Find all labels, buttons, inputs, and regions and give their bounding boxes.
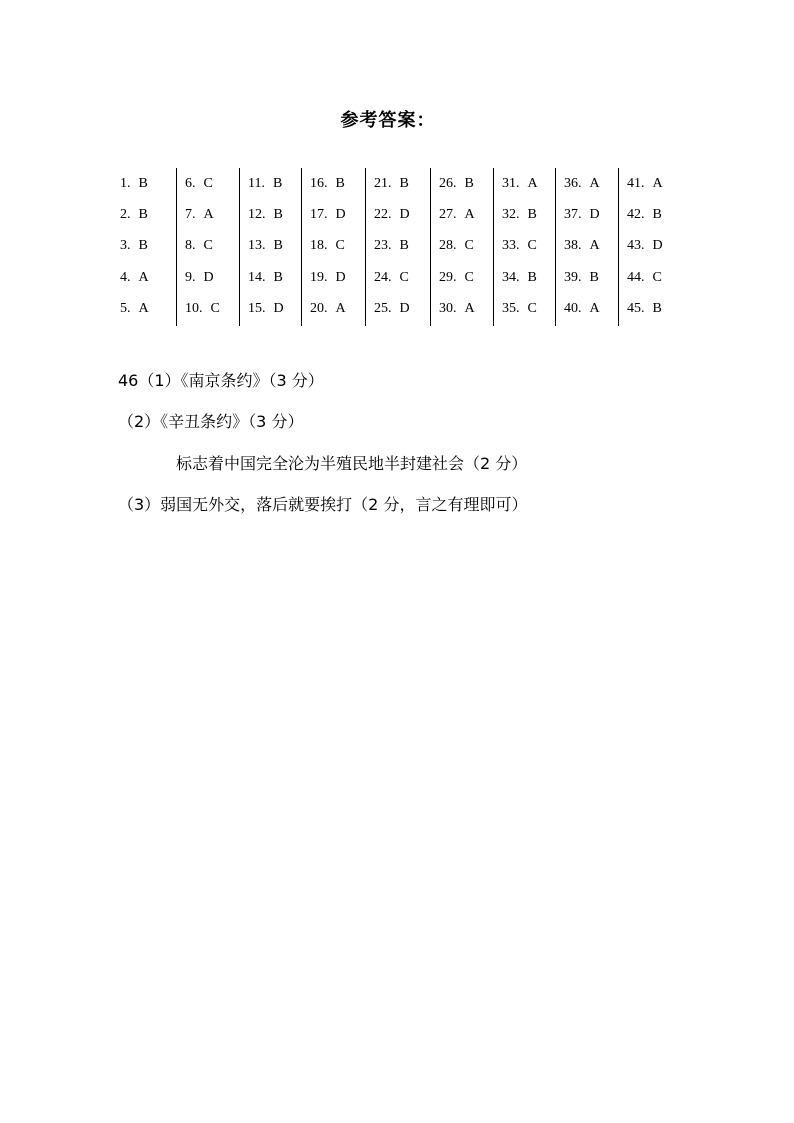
answer-letter: B <box>464 176 474 191</box>
question-number: 17. <box>310 207 328 223</box>
answer-letter: B <box>652 207 662 223</box>
answer-cell <box>564 199 618 230</box>
question-number: 36. <box>564 176 582 191</box>
answer-letter: A <box>652 176 663 191</box>
question-number: 43. <box>627 238 645 254</box>
question-number: 12. <box>248 207 266 223</box>
question-number: 21. <box>374 176 392 191</box>
question-number: 11. <box>248 176 265 191</box>
answer-cell <box>502 230 555 261</box>
question-number: 13. <box>248 238 266 254</box>
answer-letter: A <box>527 176 538 191</box>
answer-letter: A <box>589 176 600 191</box>
question-number: 8. <box>185 238 196 254</box>
q46-part2: （2）《辛丑条约》（3 分） <box>118 412 304 431</box>
answer-letter: A <box>335 300 346 316</box>
question-number: 10. <box>185 300 203 316</box>
answer-cell <box>120 168 176 199</box>
answer-cell <box>439 230 493 261</box>
answer-cell <box>374 293 430 324</box>
answer-letter: C <box>652 269 662 285</box>
question-number: 15. <box>248 300 266 316</box>
question-number: 45. <box>627 300 645 316</box>
answer-letter: B <box>272 176 283 191</box>
question-number: 18. <box>310 238 328 254</box>
question-number: 30. <box>439 300 457 316</box>
answer-cell <box>310 168 365 199</box>
answer-letter: C <box>399 269 409 285</box>
answer-cell <box>627 293 682 324</box>
answer-letter: C <box>203 176 213 191</box>
answer-letter: B <box>273 269 283 285</box>
answer-column <box>365 168 430 326</box>
answer-column <box>112 168 176 326</box>
answer-letter: B <box>527 207 537 223</box>
answer-cell <box>374 230 430 261</box>
answer-cell <box>310 293 365 324</box>
answer-cell <box>439 293 493 324</box>
answer-cell <box>374 262 430 293</box>
question-number: 16. <box>310 176 328 191</box>
answer-cell <box>374 168 430 199</box>
answer-cell <box>310 262 365 293</box>
question-number: 19. <box>310 269 328 285</box>
question-number: 28. <box>439 238 457 254</box>
answer-letter: B <box>138 238 148 254</box>
question-number: 3. <box>120 238 131 254</box>
answer-cell <box>564 293 618 324</box>
answer-cell <box>185 230 239 261</box>
answer-cell <box>185 262 239 293</box>
answer-column <box>176 168 239 326</box>
answer-letter: C <box>527 238 537 254</box>
answer-cell <box>120 230 176 261</box>
answer-letter: B <box>273 207 283 223</box>
question-number: 5. <box>120 300 131 316</box>
question-number: 40. <box>564 300 582 316</box>
answer-cell <box>564 262 618 293</box>
answer-letter: D <box>273 300 284 316</box>
answer-cell <box>310 199 365 230</box>
question-number: 2. <box>120 207 131 223</box>
question-number: 24. <box>374 269 392 285</box>
answer-cell <box>439 168 493 199</box>
answer-letter: A <box>138 300 149 316</box>
question-number: 32. <box>502 207 520 223</box>
answer-cell <box>120 262 176 293</box>
answer-letter: C <box>210 300 220 316</box>
q46-part1: 46（1）《南京条约》（3 分） <box>118 371 324 390</box>
answer-cell <box>502 199 555 230</box>
answer-letter: A <box>138 269 149 285</box>
answer-cell <box>310 230 365 261</box>
question-number: 29. <box>439 269 457 285</box>
question-number: 4. <box>120 269 131 285</box>
answer-letter: A <box>464 207 475 223</box>
answer-cell <box>502 293 555 324</box>
answer-cell <box>120 199 176 230</box>
answer-letter: D <box>652 238 663 254</box>
answer-column <box>618 168 682 326</box>
answer-cell <box>502 262 555 293</box>
answer-cell <box>439 199 493 230</box>
answer-letter: D <box>589 207 600 223</box>
answer-cell <box>564 230 618 261</box>
answer-cell <box>627 262 682 293</box>
answer-cell <box>248 199 301 230</box>
page-title: 参考答案： <box>340 110 436 131</box>
answer-cell <box>627 230 682 261</box>
question-number: 9. <box>185 269 196 285</box>
answer-column <box>555 168 618 326</box>
answer-cell <box>248 230 301 261</box>
question-number: 6. <box>185 176 196 191</box>
question-number: 27. <box>439 207 457 223</box>
answer-letter: B <box>399 176 409 191</box>
answer-letter: B <box>589 269 599 285</box>
answer-grid <box>112 168 682 326</box>
question-number: 39. <box>564 269 582 285</box>
q46-part3: （3）弱国无外交，落后就要挨打（2 分，言之有理即可） <box>118 495 528 514</box>
answer-letter: C <box>203 238 213 254</box>
question-number: 23. <box>374 238 392 254</box>
answer-cell <box>248 293 301 324</box>
question-number: 34. <box>502 269 520 285</box>
question-number: 44. <box>627 269 645 285</box>
q46-part2-note: 标志着中国完全沦为半殖民地半封建社会（2 分） <box>176 454 528 473</box>
answer-letter: B <box>138 207 148 223</box>
answer-cell <box>248 168 301 199</box>
answer-cell <box>185 168 239 199</box>
answer-column <box>493 168 555 326</box>
answer-cell <box>374 199 430 230</box>
question-number: 25. <box>374 300 392 316</box>
question-number: 20. <box>310 300 328 316</box>
answer-letter: B <box>527 269 537 285</box>
answer-column <box>239 168 301 326</box>
answer-letter: A <box>203 207 214 223</box>
answer-letter: C <box>527 300 537 316</box>
question-number: 38. <box>564 238 582 254</box>
question-number: 22. <box>374 207 392 223</box>
answer-letter: A <box>464 300 475 316</box>
answer-letter: D <box>399 300 410 316</box>
question-number: 14. <box>248 269 266 285</box>
answer-cell <box>248 262 301 293</box>
answer-letter: B <box>335 176 345 191</box>
answer-cell <box>185 293 239 324</box>
answer-letter: B <box>399 238 409 254</box>
question-number: 26. <box>439 176 457 191</box>
answer-letter: A <box>589 300 600 316</box>
answer-letter: B <box>652 300 662 316</box>
answer-column <box>430 168 493 326</box>
answer-cell <box>185 199 239 230</box>
answer-letter: B <box>138 176 148 191</box>
question-number: 41. <box>627 176 645 191</box>
answer-letter: C <box>464 269 474 285</box>
answer-cell <box>627 168 682 199</box>
answer-letter: D <box>335 269 346 285</box>
answer-cell <box>439 262 493 293</box>
question-number: 33. <box>502 238 520 254</box>
answer-cell <box>564 168 618 199</box>
answer-letter: A <box>589 238 600 254</box>
question-number: 35. <box>502 300 520 316</box>
answer-letter: C <box>335 238 345 254</box>
answer-column <box>301 168 365 326</box>
answer-letter: D <box>399 207 410 223</box>
answer-cell <box>627 199 682 230</box>
answer-letter: D <box>335 207 346 223</box>
question-number: 42. <box>627 207 645 223</box>
question-number: 1. <box>120 176 131 191</box>
answer-letter: C <box>464 238 474 254</box>
answer-letter: D <box>203 269 214 285</box>
answer-cell <box>120 293 176 324</box>
question-number: 37. <box>564 207 582 223</box>
answer-letter: B <box>273 238 283 254</box>
question-number: 31. <box>502 176 520 191</box>
answer-cell <box>502 168 555 199</box>
question-number: 7. <box>185 207 196 223</box>
